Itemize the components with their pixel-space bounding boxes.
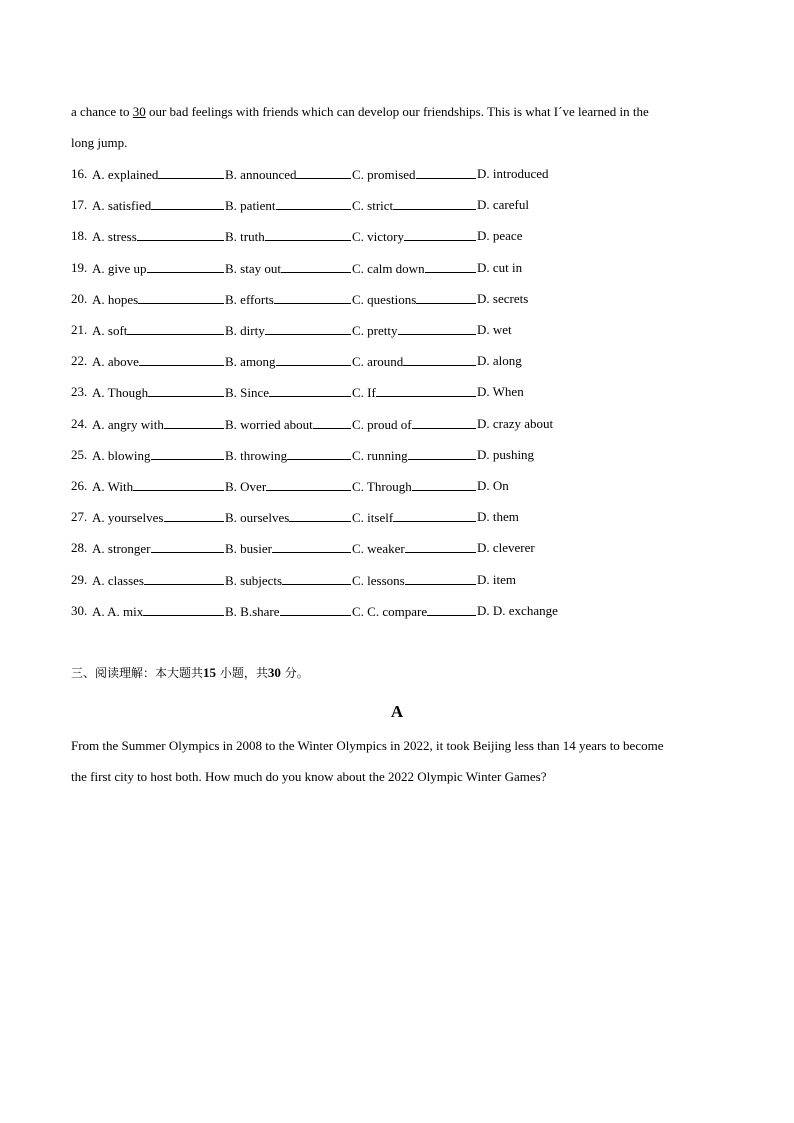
answer-blank	[281, 260, 351, 273]
answer-blank	[144, 572, 224, 585]
option-c	[352, 166, 476, 183]
answer-blank	[313, 416, 351, 429]
option-text: B. patient	[225, 198, 276, 214]
option-text: B. announced	[225, 167, 297, 182]
question-row	[71, 197, 731, 213]
option-text: B. among	[225, 354, 276, 370]
option-text: B. worried about	[225, 416, 313, 432]
option-text: C. strict	[352, 198, 394, 214]
option-a	[92, 353, 224, 370]
intro-text: a chance to	[71, 104, 133, 119]
option-a	[92, 166, 224, 183]
option-a	[92, 416, 224, 433]
answer-blank	[164, 509, 224, 522]
answer-blank	[403, 353, 476, 366]
option-text: B. ourselves	[225, 510, 290, 526]
option-a	[92, 509, 224, 526]
option-b	[225, 197, 351, 214]
option-c	[352, 322, 476, 339]
passage-line-1: From the Summer Olympics in 2008 to the Winter Olympics in 2022, it took Beijing less than 14 years to become	[71, 738, 664, 753]
option-text: B. Over	[225, 479, 267, 494]
option-d	[477, 228, 522, 244]
option-d	[477, 260, 522, 276]
option-text: B. busier	[225, 541, 272, 557]
option-text: A. blowing	[92, 447, 151, 463]
option-a	[92, 260, 224, 277]
answer-blank	[148, 384, 224, 397]
answer-blank	[393, 509, 476, 522]
answer-blank	[408, 447, 476, 460]
option-text: A. Though	[92, 385, 149, 401]
answer-blank	[143, 603, 224, 616]
option-d	[477, 603, 558, 619]
option-text: D. crazy about	[477, 415, 554, 431]
option-c	[352, 447, 476, 464]
option-d	[477, 572, 516, 588]
option-text: C. proud of	[352, 416, 412, 432]
question-number: 24.	[71, 415, 88, 431]
option-text: D. item	[477, 571, 516, 587]
question-number: 30.	[71, 602, 88, 618]
option-c	[352, 260, 476, 277]
question-row	[71, 478, 731, 494]
option-text: C. victory	[352, 229, 404, 245]
question-row	[71, 228, 731, 244]
option-b	[225, 322, 351, 339]
answer-blank	[393, 197, 476, 210]
option-text: C. itself	[352, 510, 394, 526]
passage-line-2: the first city to host both. How much do you know about the 2022 Olympic Winter Games?	[71, 769, 547, 784]
answer-blank	[127, 322, 224, 335]
option-c	[352, 228, 476, 245]
option-text: A. satisfied	[92, 198, 152, 214]
answer-blank	[405, 540, 476, 553]
option-text: A. explained	[92, 167, 159, 182]
option-d	[477, 478, 509, 494]
option-text: B. dirty	[225, 323, 265, 338]
answer-blank	[398, 322, 476, 335]
section-count: 15	[203, 665, 217, 680]
answer-blank	[139, 353, 224, 366]
option-text: B. truth	[225, 229, 265, 245]
answer-blank	[404, 228, 476, 241]
answer-blank	[282, 572, 351, 585]
question-row	[71, 416, 731, 432]
option-b	[225, 603, 351, 620]
option-c	[352, 416, 476, 433]
option-b	[225, 260, 351, 277]
option-text: A. stronger	[92, 541, 151, 557]
option-text: D. pushing	[477, 446, 535, 462]
question-row	[71, 540, 731, 556]
option-b	[225, 509, 351, 526]
section-mid: 小题，共	[219, 666, 268, 680]
option-a	[92, 197, 224, 214]
option-b	[225, 572, 351, 589]
option-a	[92, 384, 224, 401]
option-c	[352, 540, 476, 557]
question-number: 26.	[71, 478, 88, 493]
question-number: 23.	[71, 384, 88, 400]
question-number: 29.	[71, 571, 88, 587]
answer-blank	[133, 478, 224, 491]
option-text: A. stress	[92, 229, 137, 245]
option-text: C. C. compare	[352, 603, 428, 619]
option-text: A. angry with	[92, 416, 164, 432]
option-c	[352, 291, 476, 308]
answer-blank	[412, 478, 476, 491]
answer-blank	[269, 384, 351, 397]
option-text: B. subjects	[225, 572, 283, 588]
answer-blank	[151, 447, 224, 460]
answer-blank	[265, 322, 351, 335]
option-b	[225, 291, 351, 308]
question-row	[71, 572, 731, 588]
option-d	[477, 166, 548, 182]
answer-blank	[412, 416, 476, 429]
option-text: B. throwing	[225, 447, 288, 463]
answer-blank	[164, 416, 224, 429]
option-text: A. hopes	[92, 291, 139, 307]
passage-title: A	[390, 702, 404, 721]
answer-blank	[427, 603, 476, 616]
option-b	[225, 416, 351, 433]
option-text: C. Through	[352, 479, 412, 494]
option-b	[225, 166, 351, 183]
section-suffix: 分。	[284, 666, 309, 680]
option-d	[477, 353, 522, 369]
question-row	[71, 322, 731, 338]
question-number: 18.	[71, 228, 88, 244]
question-number: 22.	[71, 353, 88, 369]
question-number: 19.	[71, 259, 88, 275]
option-d	[477, 384, 524, 400]
question-number: 21.	[71, 322, 88, 337]
option-text: B. Since	[225, 385, 270, 401]
question-number: 25.	[71, 446, 88, 462]
answer-blank	[405, 572, 476, 585]
option-text: A. soft	[92, 323, 128, 338]
option-text: C. questions	[352, 291, 417, 307]
option-text: D. cut in	[477, 259, 523, 275]
option-text: D. them	[477, 509, 519, 525]
answer-blank	[151, 540, 224, 553]
answer-blank	[376, 384, 476, 397]
option-text: C. weaker	[352, 541, 405, 557]
option-text: B. stay out	[225, 260, 281, 276]
option-c	[352, 478, 476, 495]
question-row	[71, 509, 731, 525]
option-c	[352, 353, 476, 370]
question-row	[71, 384, 731, 400]
answer-blank	[425, 260, 476, 273]
option-text: C. around	[352, 354, 404, 370]
option-text: C. If	[352, 385, 376, 401]
intro-line-1	[71, 104, 649, 120]
option-d	[477, 447, 534, 463]
option-text: D. cleverer	[477, 540, 535, 556]
question-row	[71, 260, 731, 276]
option-text: A. above	[92, 354, 139, 370]
option-text: C. lessons	[352, 572, 405, 588]
option-text: A. yourselves	[92, 510, 164, 526]
option-text: A. A. mix	[92, 603, 144, 619]
question-number: 28.	[71, 540, 88, 556]
option-text: D. careful	[477, 197, 529, 213]
option-text: C. calm down	[352, 260, 425, 276]
option-text: D. wet	[477, 322, 512, 337]
option-a	[92, 291, 224, 308]
option-a	[92, 572, 224, 589]
answer-blank	[138, 291, 224, 304]
option-text: D. introduced	[477, 166, 549, 181]
question-row	[71, 166, 731, 182]
option-c	[352, 197, 476, 214]
option-text: D. When	[477, 384, 524, 400]
option-c	[352, 603, 476, 620]
option-text: D. peace	[477, 228, 523, 244]
option-d	[477, 540, 535, 556]
option-a	[92, 228, 224, 245]
question-number: 27.	[71, 509, 88, 525]
answer-blank	[272, 540, 351, 553]
answer-blank	[266, 478, 351, 491]
option-text: C. pretty	[352, 323, 398, 338]
question-row	[71, 447, 731, 463]
option-text: B. B.share	[225, 603, 280, 619]
question-number: 20.	[71, 290, 88, 306]
option-text: D. secrets	[477, 290, 529, 306]
option-c	[352, 384, 476, 401]
question-number: 17.	[71, 197, 88, 213]
section-score: 30	[267, 665, 281, 680]
answer-blank	[416, 166, 476, 179]
option-text: A. classes	[92, 572, 144, 588]
option-c	[352, 509, 476, 526]
option-d	[477, 291, 528, 307]
answer-blank	[280, 603, 351, 616]
intro-text-cont: our bad feelings with friends which can develop our friendships. This is what I´ve learned in the	[145, 104, 649, 119]
section-prefix: 三、阅读理解：本大题共	[71, 666, 204, 680]
answer-blank	[289, 509, 351, 522]
option-a	[92, 603, 224, 620]
option-a	[92, 478, 224, 495]
question-row	[71, 353, 731, 369]
option-text: D. On	[477, 478, 509, 493]
option-b	[225, 478, 351, 495]
answer-blank	[151, 197, 224, 210]
option-a	[92, 540, 224, 557]
option-text: D. along	[477, 353, 522, 369]
blank-number: 30	[132, 104, 146, 119]
option-text: C. promised	[352, 167, 416, 182]
answer-blank	[265, 228, 351, 241]
option-c	[352, 572, 476, 589]
option-d	[477, 509, 519, 525]
question-number: 16.	[71, 166, 88, 181]
answer-blank	[276, 197, 351, 210]
option-d	[477, 416, 553, 432]
answer-blank	[296, 166, 351, 179]
intro-line-2: long jump.	[71, 135, 128, 150]
option-text: D. D. exchange	[477, 602, 558, 618]
option-b	[225, 353, 351, 370]
question-row	[71, 603, 731, 619]
option-b	[225, 384, 351, 401]
option-a	[92, 322, 224, 339]
option-text: B. efforts	[225, 291, 274, 307]
answer-blank	[158, 166, 224, 179]
option-b	[225, 447, 351, 464]
section-heading	[71, 665, 309, 681]
option-text: A. give up	[92, 260, 147, 276]
option-b	[225, 540, 351, 557]
option-text: A. With	[92, 479, 134, 494]
answer-blank	[287, 447, 351, 460]
option-b	[225, 228, 351, 245]
answer-blank	[147, 260, 224, 273]
answer-blank	[416, 291, 476, 304]
answer-blank	[274, 291, 351, 304]
option-text: C. running	[352, 447, 408, 463]
option-a	[92, 447, 224, 464]
answer-blank	[137, 228, 224, 241]
option-d	[477, 322, 512, 338]
option-d	[477, 197, 529, 213]
answer-blank	[276, 353, 351, 366]
question-row	[71, 291, 731, 307]
